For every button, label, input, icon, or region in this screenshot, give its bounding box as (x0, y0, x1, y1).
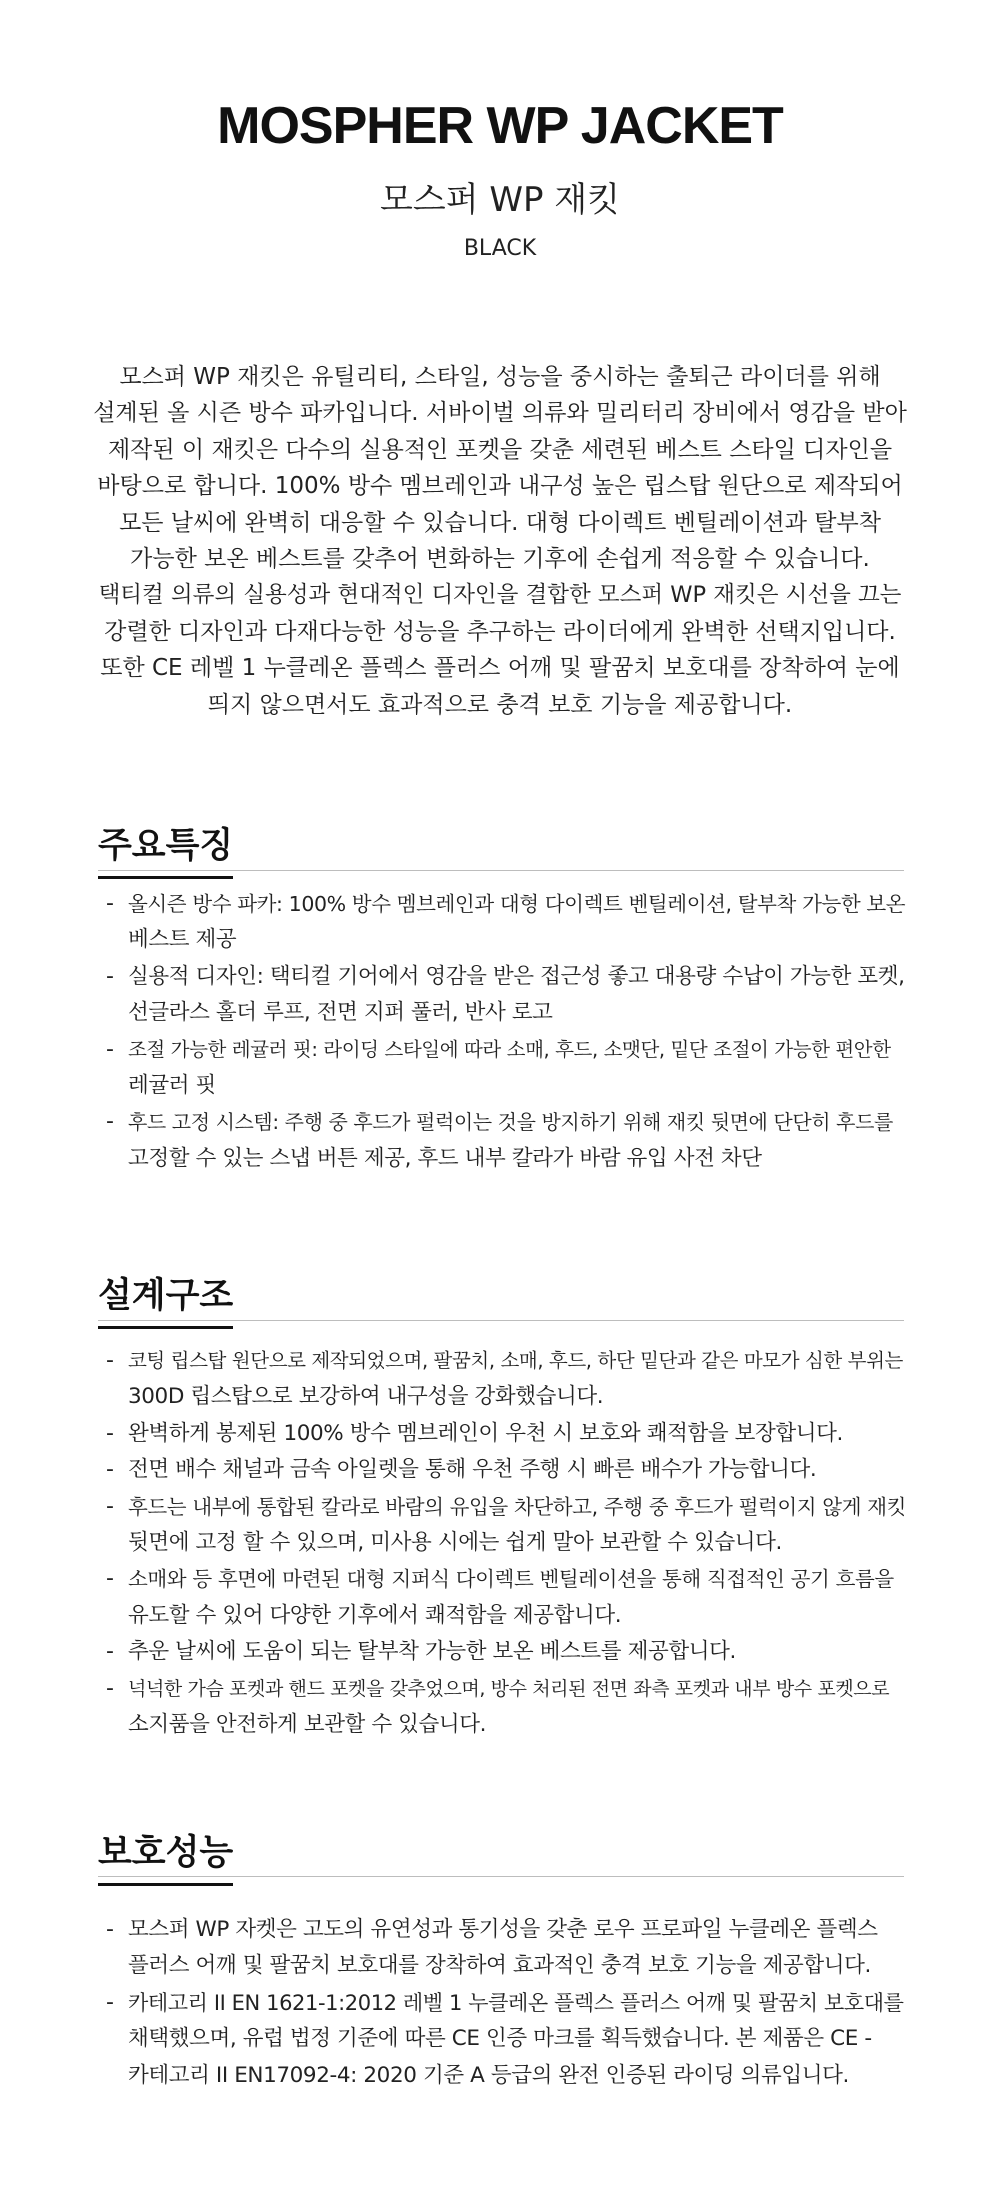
bullet-line: 실용적 디자인: 택티컬 기어에서 영감을 받은 접근성 좋고 대용량 수납이 가능한 포켓, (128, 963, 905, 989)
description-line: 바탕으로 합니다. 100% 방수 멤브레인과 내구성 높은 립스탑 원단으로 제작되어 (97, 473, 903, 500)
bullet-dash: - (106, 1457, 114, 1483)
product-subtitle: 모스퍼 WP 재킷 (380, 180, 620, 220)
description-line: 모든 날씨에 완벽히 대응할 수 있습니다. 대형 다이렉트 벤틸레이션과 탈부착 (119, 509, 881, 536)
bullet-line: 300D 립스탑으로 보강하여 내구성을 강화했습니다. (128, 1384, 604, 1410)
bullet-line: 고정할 수 있는 스냅 버튼 제공, 후드 내부 칼라가 바람 유입 사전 차단 (128, 1145, 762, 1171)
bullet-dash: - (106, 1348, 114, 1373)
description-line: 택티컬 의류의 실용성과 현대적인 디자인을 결합한 모스퍼 WP 재킷은 시선을 끄는 (98, 582, 902, 609)
bullet-line: 카테고리 II EN 1621-1:2012 레벨 1 누클레온 플렉스 플러스 어깨 및 팔꿈치 보호대를 (128, 1990, 904, 2015)
bullet-dash: - (106, 1109, 114, 1135)
bullet-item (106, 1032, 906, 1105)
bullet-item (106, 1416, 906, 1452)
bullet-line: 완벽하게 봉제된 100% 방수 멤브레인이 우천 시 보호와 쾌적함을 보장합니다. (128, 1420, 843, 1446)
bullet-dash: - (106, 1493, 114, 1519)
bullet-line: 유도할 수 있어 다양한 기후에서 쾌적함을 제공합니다. (128, 1602, 622, 1628)
description-line: 또한 CE 레벨 1 누클레온 플렉스 플러스 어깨 및 팔꿈치 보호대를 장착하여 눈에 (100, 655, 900, 682)
bullet-dash: - (106, 1566, 114, 1592)
bullet-line: 전면 배수 채널과 금속 아일렛을 통해 우천 주행 시 빠른 배수가 가능합니다. (128, 1457, 817, 1483)
product-color: BLACK (463, 236, 537, 261)
section-heading-text: 주요특징 (98, 818, 233, 879)
section-heading-text: 설계구조 (98, 1268, 233, 1329)
bullet-line: 베스트 제공 (128, 927, 237, 953)
bullet-item (106, 1985, 906, 2094)
description-line: 모스퍼 WP 재킷은 유틸리티, 스타일, 성능을 중시하는 출퇴근 라이더를 위해 (119, 364, 881, 390)
bullet-item (106, 1634, 906, 1670)
bullet-line: 선글라스 홀더 루프, 전면 지퍼 풀러, 반사 로고 (128, 1000, 553, 1026)
bullet-dash: - (106, 1036, 114, 1062)
product-title: MOSPHER WP JACKET (217, 97, 783, 155)
product-description (90, 359, 910, 723)
description-line: 제작된 이 재킷은 다수의 실용적인 포켓을 갖춘 세련된 베스트 스타일 디자인을 (107, 436, 893, 463)
bullet-line: 레귤러 핏 (128, 1072, 216, 1098)
bullet-line: 모스퍼 WP 자켓은 고도의 유연성과 통기성을 갖춘 로우 프로파일 누클레온 플렉스 (128, 1917, 878, 1942)
bullet-item (106, 1912, 906, 1985)
bullet-line: 올시즌 방수 파카: 100% 방수 멤브레인과 대형 다이렉트 벤틸레이션, 탈부착 가능한 보온 (128, 892, 906, 916)
bullet-item (106, 1452, 906, 1488)
construction-list (106, 1343, 906, 1743)
bullet-item (106, 1671, 906, 1744)
bullet-dash: - (106, 1420, 114, 1446)
bullet-dash: - (106, 1639, 114, 1665)
bullet-item (106, 1561, 906, 1634)
bullet-line: 후드는 내부에 통합된 칼라로 바람의 유입을 차단하고, 주행 중 후드가 펄럭이지 않게 재킷 (128, 1494, 907, 1519)
bullet-line: 후드 고정 시스템: 주행 중 후드가 펄럭이는 것을 방지하기 위해 재킷 뒷면에 단단히 후드를 (128, 1110, 893, 1135)
bullet-item (106, 1104, 906, 1177)
bullet-line: 뒷면에 고정 할 수 있으며, 미사용 시에는 쉽게 말아 보관할 수 있습니다. (128, 1529, 782, 1555)
section-heading-text: 보호성능 (98, 1825, 233, 1886)
features-list (106, 886, 906, 1177)
bullet-item (106, 1343, 906, 1416)
bullet-item (106, 1489, 906, 1562)
description-line: 가능한 보온 베스트를 갖추어 변화하는 기후에 손쉽게 적응할 수 있습니다. (130, 545, 870, 572)
bullet-dash: - (106, 963, 114, 989)
bullet-item (106, 886, 906, 959)
bullet-line: 조절 가능한 레귤러 핏: 라이딩 스타일에 따라 소매, 후드, 소맷단, 밑단 조절이 가능한 편안한 (128, 1037, 891, 1061)
bullet-dash: - (106, 1675, 114, 1701)
bullet-dash: - (106, 1989, 114, 2015)
description-line: 설계된 올 시즌 방수 파카입니다. 서바이벌 의류와 밀리터리 장비에서 영감을 받아 (93, 400, 907, 427)
protection-list (106, 1912, 906, 2094)
bullet-line: 소매와 등 후면에 마련된 대형 지퍼식 다이렉트 벤틸레이션을 통해 직접적인 공기 흐름을 (128, 1567, 894, 1592)
bullet-line: 추운 날씨에 도움이 되는 탈부착 가능한 보온 베스트를 제공합니다. (128, 1639, 736, 1665)
bullet-line: 카테고리 II EN17092-4: 2020 기준 A 등급의 완전 인증된 라이딩 의류입니다. (128, 2062, 849, 2088)
description-line: 띄지 않으면서도 효과적으로 충격 보호 기능을 제공합니다. (207, 691, 793, 718)
description-line: 강렬한 디자인과 다재다능한 성능을 추구하는 라이더에게 완벽한 선택지입니다. (104, 618, 896, 645)
bullet-line: 코팅 립스탑 원단으로 제작되었으며, 팔꿈치, 소매, 후드, 하단 밑단과 같은 마모가 심한 부위는 (128, 1349, 903, 1372)
bullet-dash: - (106, 1917, 114, 1942)
bullet-line: 플러스 어깨 및 팔꿈치 보호대를 장착하여 효과적인 충격 보호 기능을 제공합니다. (128, 1953, 871, 1979)
bullet-line: 채택했으며, 유럽 법정 기준에 따른 CE 인증 마크를 획득했습니다. 본 제품은 CE - (128, 2026, 872, 2052)
bullet-dash: - (106, 891, 114, 916)
bullet-item (106, 959, 906, 1032)
bullet-line: 넉넉한 가슴 포켓과 핸드 포켓을 갖추었으며, 방수 처리된 전면 좌측 포켓과 내부 방수 포켓으로 (128, 1677, 890, 1700)
bullet-line: 소지품을 안전하게 보관할 수 있습니다. (128, 1711, 487, 1737)
